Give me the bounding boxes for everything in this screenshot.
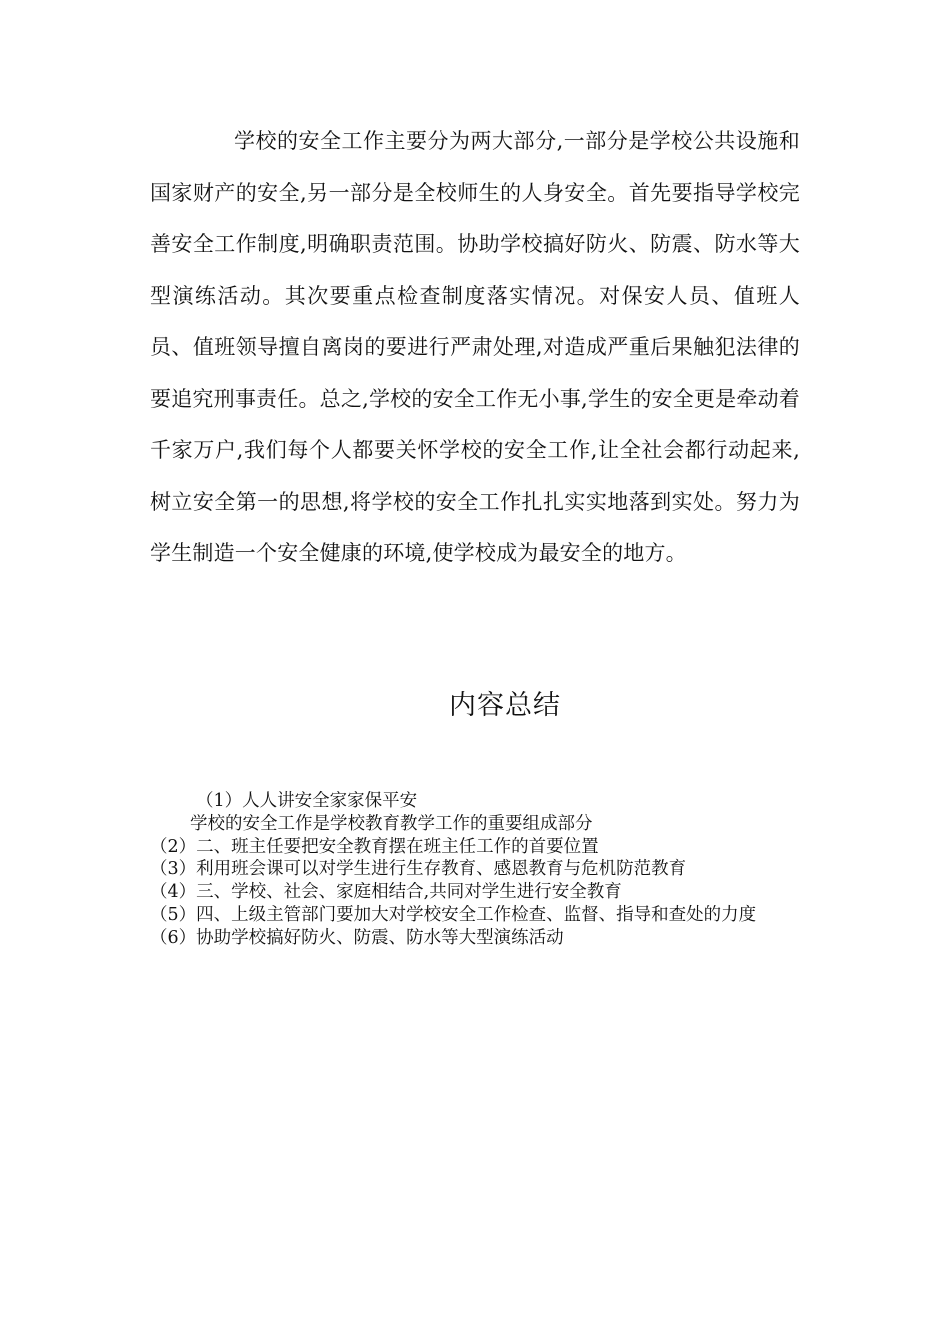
summary-title: 内容总结 [449, 690, 561, 721]
summary-item: （6）协助学校搞好防火、防震、防水等大型演练活动 [150, 927, 564, 948]
summary-item: 学校的安全工作是学校教育教学工作的重要组成部分 [190, 813, 593, 834]
summary-list [150, 790, 790, 950]
summary-item: （1）人人讲安全家家保平安 [196, 791, 418, 811]
summary-item: （2）二、班主任要把安全教育摆在班主任工作的首要位置 [150, 836, 599, 857]
body-paragraph: 学校的安全工作主要分为两大部分,一部分是学校公共设施和国家财产的安全,另一部分是全校师生的人身安全。首先要指导学校完善安全工作制度,明确职责范围。协助学校搞好防火、防震、防水等大型演练活动。其次要重点检查制度落实情况。对保安人员、值班人员、值班领导擅自离岗的要进行严肃处理,对造成严重后果触犯法律的要追究刑事责任。总之,学校的安全工作无小事,学生的安全更是牵动着千家万户,我们每个人都要关怀学校的安全工作,让全社会都行动起来,树立安全第一的思想,将学校的安全工作扎扎实实地落到实处。努力为学生制造一个安全健康的环境,使学校成为最安全的地方。 [150, 129, 800, 565]
summary-item: （5）四、上级主管部门要加大对学校安全工作检查、监督、指导和查处的力度 [150, 904, 757, 925]
summary-item: （4）三、学校、社会、家庭相结合,共同对学生进行安全教育 [150, 882, 622, 903]
summary-item: （3）利用班会课可以对学生进行生存教育、感恩教育与危机防范教育 [150, 859, 687, 880]
